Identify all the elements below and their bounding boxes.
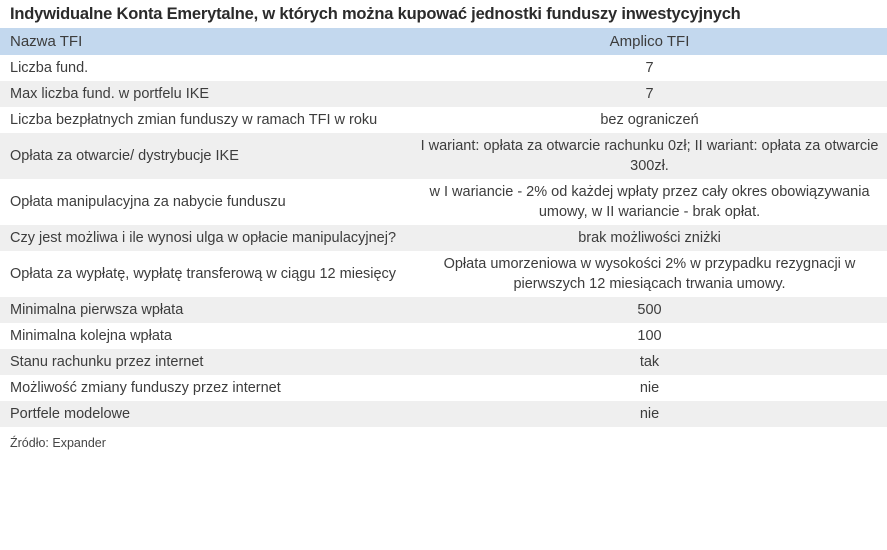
row-value: nie [412, 401, 887, 427]
row-value: bez ograniczeń [412, 107, 887, 133]
row-label: Opłata manipulacyjna za nabycie funduszu [0, 179, 412, 225]
row-label: Liczba bezpłatnych zmian funduszy w ramach TFI w roku [0, 107, 412, 133]
table-row [0, 133, 887, 179]
row-label: Stanu rachunku przez internet [0, 349, 412, 375]
row-value: Opłata umorzeniowa w wysokości 2% w przypadku rezygnacji w pierwszych 12 miesiącach trwania umowy. [412, 251, 887, 297]
row-value: nie [412, 375, 887, 401]
table-row [0, 225, 887, 251]
table-body [0, 28, 887, 427]
column-header-label: Nazwa TFI [0, 28, 412, 55]
row-label: Minimalna pierwsza wpłata [0, 297, 412, 323]
row-value: 7 [412, 55, 887, 81]
table-header-row [0, 28, 887, 55]
table-row [0, 323, 887, 349]
row-label: Możliwość zmiany funduszy przez internet [0, 375, 412, 401]
row-value: 500 [412, 297, 887, 323]
row-label: Minimalna kolejna wpłata [0, 323, 412, 349]
row-value: 100 [412, 323, 887, 349]
row-value: 7 [412, 81, 887, 107]
table-row [0, 55, 887, 81]
column-header-value: Amplico TFI [412, 28, 887, 55]
table-row [0, 251, 887, 297]
row-value: brak możliwości zniżki [412, 225, 887, 251]
row-label: Portfele modelowe [0, 401, 412, 427]
table-row [0, 401, 887, 427]
row-label: Opłata za wypłatę, wypłatę transferową w ciągu 12 miesięcy [0, 251, 412, 297]
table-row [0, 107, 887, 133]
table-row [0, 81, 887, 107]
source-note: Źródło: Expander [10, 436, 106, 450]
table-row [0, 179, 887, 225]
table-row [0, 375, 887, 401]
row-label: Opłata za otwarcie/ dystrybucje IKE [0, 133, 412, 179]
page-title: Indywidualne Konta Emerytalne, w których można kupować jednostki funduszy inwestycyjnych [10, 5, 741, 23]
row-label: Max liczba fund. w portfelu IKE [0, 81, 412, 107]
row-value: w I wariancie - 2% od każdej wpłaty przez cały okres obowiązywania umowy, w II wariancie - brak opłat. [412, 179, 887, 225]
row-label: Czy jest możliwa i ile wynosi ulga w opłacie manipulacyjnej? [0, 225, 412, 251]
row-label: Liczba fund. [0, 55, 412, 81]
row-value: I wariant: opłata za otwarcie rachunku 0zł; II wariant: opłata za otwarcie 300zł. [412, 133, 887, 179]
table-row [0, 297, 887, 323]
ike-table [0, 28, 887, 427]
table-row [0, 349, 887, 375]
row-value: tak [412, 349, 887, 375]
